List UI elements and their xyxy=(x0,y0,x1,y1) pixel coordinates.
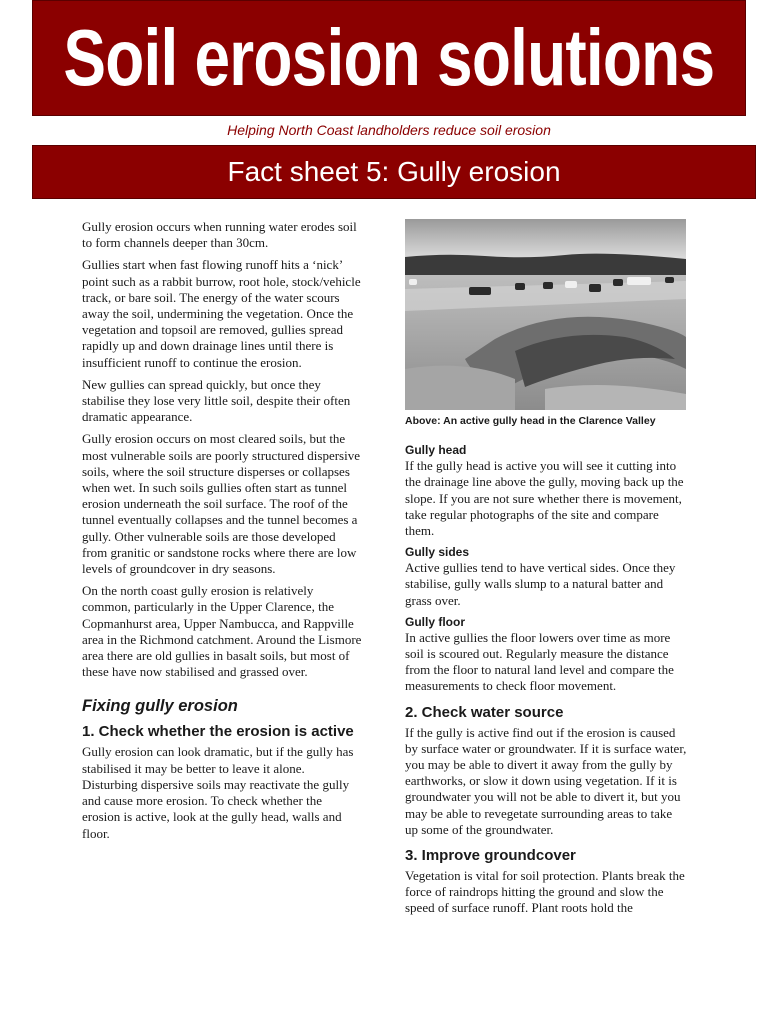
body-paragraph: Gully erosion occurs on most cleared soils, but the most vulnerable soils are poorly structured dispersive soils, where the soil structure disperses or collapses when wet. In such soils gullies often start as tunnel erosion underneath the soil surface. The roof of the tunnel eventually collapses and the tunnel becomes a gully. Other vulnerable soils are those developed from granitic or sandstone rocks where there are low levels of groundcover in dry seasons. xyxy=(82,431,360,577)
factsheet-banner xyxy=(32,145,756,199)
gully-head-text: If the gully head is active you will see it cutting into the drainage line above the gully, moving back up the slope. If you are not sure whether there is movement, take regular photographs of the site and compare them. xyxy=(405,458,684,539)
section-1-heading: 1. Check whether the erosion is active xyxy=(82,723,354,741)
section-1-text: Gully erosion can look dramatic, but if the gully has stabilised it may be better to leave it alone. Disturbing dispersive soils may reactivate the gully and cause more erosion. To check whether the erosion is active, look at the gully head, walls and floor. xyxy=(82,744,354,841)
body-paragraph: On the north coast gully erosion is relatively common, particularly in the Upper Clarence, the Copmanhurst area, Upper Nambucca, and Rappville area in the Richmond catchment. Around the Lismore area there are old gullies in basalt soils, but most of these have now stabilised and grassed over. xyxy=(82,583,362,680)
body-paragraph: Gullies start when fast flowing runoff hits a ‘nick’ point such as a rabbit burrow, root hole, stock/vehicle track, or bare soil. The energy of the water scours away the soil, undermining the vegetation. Once the vegetation and topsoil are removed, gullies spread rapidly up and down drainage lines until there is insufficient runoff to continue the erosion. xyxy=(82,257,361,370)
fixing-heading: Fixing gully erosion xyxy=(82,697,238,716)
body-paragraph: New gullies can spread quickly, but once they stabilise they lose very little soil, despite their often dramatic appearance. xyxy=(82,376,351,425)
page-title: Soil erosion solutions xyxy=(63,13,715,102)
gully-head-heading: Gully head xyxy=(405,443,467,458)
left-column xyxy=(82,219,362,848)
gully-floor-heading: Gully floor xyxy=(405,614,465,629)
photo-caption: Above: An active gully head in the Clarence Valley xyxy=(405,415,656,427)
section-3-heading: 3. Improve groundcover xyxy=(405,847,576,865)
right-column xyxy=(405,219,687,923)
section-3-text: Vegetation is vital for soil protection. Plants break the force of raindrops hitting the ground and slow the speed of surface runoff. Plant roots hold the xyxy=(405,868,685,916)
section-2-text: If the gully is active find out if the erosion is caused by surface water or groundwater. If it is surface water, you may be able to divert it away from the gully by earthworks, or slow it down using vegetation. If it is groundwater you will not be able to divert it, but you may be able to revegetate surrounding areas to take up some of the groundwater. xyxy=(405,724,687,837)
gully-sides-heading: Gully sides xyxy=(405,545,470,560)
section-2-heading: 2. Check water source xyxy=(405,703,564,721)
tagline: Helping North Coast landholders reduce soil erosion xyxy=(227,122,551,138)
intro-paragraph: Gully erosion occurs when running water erodes soil to form channels deeper than 30cm. xyxy=(82,219,357,251)
gully-floor-text: In active gullies the floor lowers over time as more soil is scoured out. Regularly measure the distance from the floor to natural land level and compare the measurements to check floor movement. xyxy=(405,629,674,694)
title-banner xyxy=(32,0,746,116)
gully-sides-text: Active gullies tend to have vertical sides. Once they stabilise, gully walls slump to a natural batter and grass over. xyxy=(405,560,676,608)
gully-photo xyxy=(405,219,686,410)
factsheet-title: Fact sheet 5: Gully erosion xyxy=(227,156,561,187)
